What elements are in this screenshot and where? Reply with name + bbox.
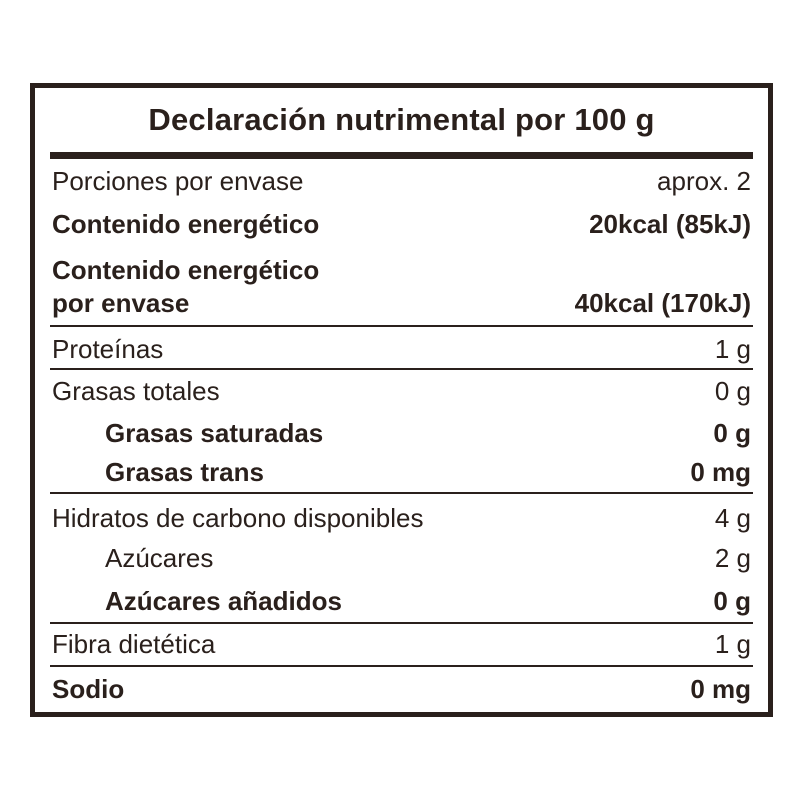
row-value: 1 g [714,334,751,364]
row-value: 20kcal (85kJ) [589,209,751,239]
row-label: Azúcares [105,543,214,573]
row-value: 0 mg [690,674,751,704]
divider [50,368,753,370]
row-label: Grasas trans [105,457,264,487]
divider [50,325,753,327]
row-grasas-totales [52,375,751,407]
row-label: Sodio [52,674,125,704]
row-fibra [52,628,751,660]
divider [50,665,753,667]
row-value: 1 g [714,629,751,659]
row-value: 40kcal (170kJ) [574,288,751,318]
row-value: 0 mg [690,457,751,487]
row-label: Porciones por envase [52,166,304,196]
panel-title: Declaración nutrimental por 100 g [148,102,655,137]
row-label: Grasas totales [52,376,220,406]
row-energia [52,208,751,240]
row-label-line2: por envase [52,288,190,318]
row-label: Grasas saturadas [105,418,324,448]
row-value: 0 g [713,586,751,616]
row-azucares-anadidos [52,585,751,617]
row-value: 0 g [714,376,751,406]
title-divider [50,152,753,159]
row-sodio [52,673,751,705]
row-label: Contenido energético [52,209,320,239]
nutrition-facts-panel [30,83,773,717]
row-value: 2 g [714,543,751,573]
row-label-line1: Contenido energético [52,255,320,285]
row-value: 0 g [713,418,751,448]
row-label [52,254,319,320]
row-proteinas [52,333,751,365]
row-value: aprox. 2 [657,166,751,196]
row-label: Proteínas [52,334,164,364]
row-label: Azúcares añadidos [105,586,342,616]
row-grasas-saturadas [52,417,751,449]
divider [50,492,753,494]
row-porciones [52,165,751,197]
divider [50,622,753,624]
row-azucares [52,542,751,574]
row-energia-envase [52,254,751,320]
row-label: Hidratos de carbono disponibles [52,503,424,533]
row-hidratos [52,502,751,534]
row-grasas-trans [52,456,751,488]
row-value: 4 g [714,503,751,533]
row-label: Fibra dietética [52,629,216,659]
